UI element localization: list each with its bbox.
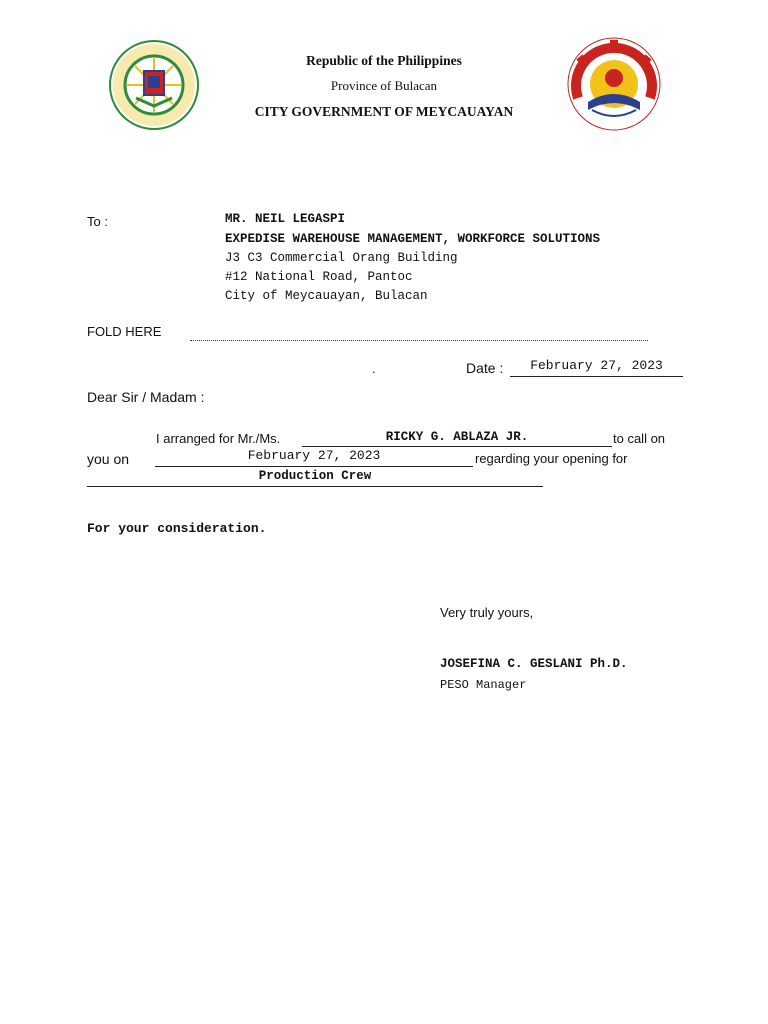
- salutation: Dear Sir / Madam :: [87, 389, 205, 405]
- peso-logo-icon: [560, 36, 668, 136]
- applicant-name: RICKY G. ABLAZA JR.: [385, 430, 529, 444]
- visit-date-underline: [155, 466, 473, 467]
- position-underline: [87, 486, 543, 487]
- header-line-3: CITY GOVERNMENT OF MEYCAUAYAN: [254, 104, 514, 119]
- date-underline: [510, 376, 683, 377]
- recipient-address-2: #12 National Road, Pantoc: [225, 270, 413, 284]
- header-line-2: Province of Bulacan: [330, 78, 438, 93]
- recipient-name: MR. NEIL LEGASPI: [225, 212, 346, 226]
- call-on-text: to call on: [613, 431, 666, 446]
- valediction: Very truly yours,: [440, 605, 534, 620]
- recipient-address-3: City of Meycauayan, Bulacan: [225, 289, 428, 303]
- fold-here-label: FOLD HERE: [87, 324, 162, 339]
- to-label: To :: [87, 214, 108, 229]
- signatory-title: PESO Manager: [440, 678, 527, 692]
- recipient-address-1: J3 C3 Commercial Orang Building: [225, 251, 458, 265]
- date-dot: .: [372, 361, 376, 376]
- visit-date: February 27, 2023: [247, 448, 381, 463]
- regarding-text: regarding your opening for: [475, 451, 628, 466]
- you-on-text: you on: [87, 451, 130, 467]
- applicant-underline: [302, 446, 612, 447]
- date-label: Date :: [466, 360, 504, 376]
- date-value: February 27, 2023: [530, 358, 663, 373]
- recipient-company: EXPEDISE WAREHOUSE MANAGEMENT, WORKFORCE SOLUTIONS: [225, 232, 601, 246]
- header-line-1: Republic of the Philippines: [306, 53, 462, 68]
- signatory-name: JOSEFINA C. GESLANI Ph.D.: [440, 657, 628, 671]
- fold-line: [190, 340, 648, 341]
- consideration-text: For your consideration.: [87, 521, 267, 536]
- position-title: Production Crew: [258, 469, 372, 483]
- arranged-text: I arranged for Mr./Ms.: [156, 431, 281, 446]
